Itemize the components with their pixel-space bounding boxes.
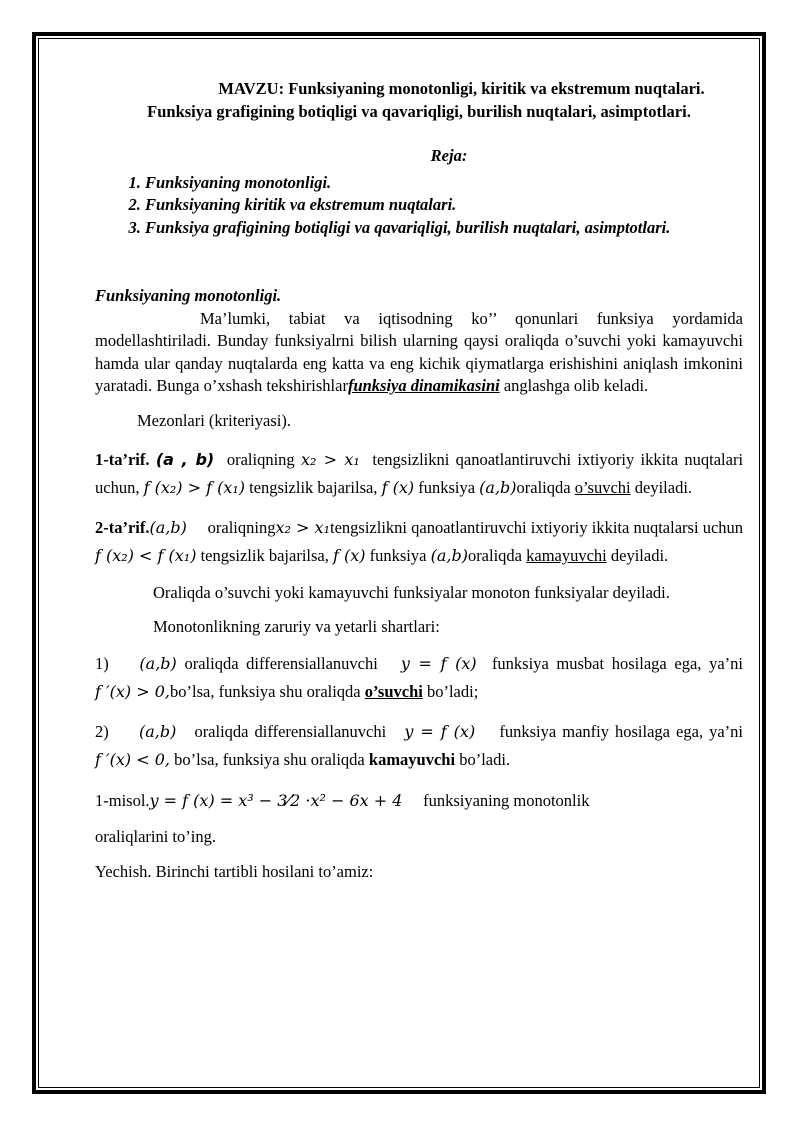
- example-text: funksiyaning monotonlik: [423, 791, 590, 810]
- topic-title: [95, 78, 743, 123]
- cond1-text: funksiya musbat hosilaga ega, ya’ni: [491, 654, 744, 673]
- cond1-derivative: f ′(x) > 0,: [95, 682, 170, 701]
- cond1-function: y = f (x): [400, 654, 477, 673]
- cond1-term: o’suvchi: [364, 682, 423, 701]
- def2-interval: (a,b): [149, 518, 187, 537]
- definition-2: [95, 514, 743, 570]
- example-text-2: oraliqlarini to’ing.: [95, 826, 216, 846]
- intro-emphasis: funksiya dinamikasini: [347, 376, 500, 395]
- criteria-heading: Mezonlari (kriteriyasi).: [137, 410, 291, 430]
- example-label: 1-misol.: [95, 791, 150, 810]
- def2-text: oraliqning: [207, 518, 276, 537]
- cond1-text: oraliqda differensiallanuvchi: [184, 654, 378, 673]
- cond2-number: 2): [95, 722, 109, 741]
- def1-interval-2: (a,b): [479, 478, 517, 497]
- cond2-function: y = f (x): [404, 722, 476, 741]
- def1-text: oraliqning: [226, 450, 295, 469]
- conditions-heading: Monotonlikning zaruriy va yetarli shartlari:: [153, 616, 440, 636]
- def1-function: f (x): [381, 478, 415, 497]
- def1-text-end: deyiladi.: [630, 478, 693, 497]
- def2-text: tengsizlikni qanoatlantiruvchi ixtiyoriy ikkita nuqtalarsi uchun: [330, 518, 744, 537]
- cond2-text: funksiya manfiy hosilaga ega, ya’ni: [499, 722, 744, 741]
- cond1-number: 1): [95, 654, 109, 673]
- def2-label: 2-ta’rif.: [95, 518, 150, 537]
- condition-2: [95, 718, 743, 774]
- plan-heading: Reja:: [430, 146, 468, 165]
- example-formula: y = f (x) = x³ − 3⁄2 ·x² − 6x + 4: [149, 791, 403, 810]
- def1-interval: (a , b): [155, 450, 215, 469]
- def1-inequality: f (x₂) > f (x₁): [143, 478, 246, 497]
- def2-inequality: f (x₂) < f (x₁): [95, 546, 197, 565]
- def2-text-end: deyiladi.: [606, 546, 669, 565]
- cond1-text-end: bo’ladi;: [422, 682, 479, 701]
- condition-1: [95, 650, 743, 706]
- def2-text: tengsizlik bajarilsa,: [200, 546, 329, 565]
- def1-text: tengsizlik bajarilsa,: [249, 478, 378, 497]
- def2-interval-2: (a,b): [430, 546, 468, 565]
- def2-text: oraliqda: [467, 546, 522, 565]
- def2-term: kamayuvchi: [526, 546, 607, 565]
- solution-text: Yechish. Birinchi tartibli hosilani to’amiz:: [95, 862, 374, 881]
- cond2-derivative: f ′(x) < 0,: [95, 750, 170, 769]
- cond2-text: bo’lsa, funksiya shu oraliqda: [174, 750, 365, 769]
- def2-text: funksiya: [369, 546, 427, 565]
- cond1-interval: (a,b): [139, 654, 177, 673]
- def1-text: tengsizlikni qanoatlantiruvchi ixtiyoriy ikkita nuqtalari uchun,: [95, 450, 744, 497]
- title-line-2: Funksiya grafigining botiqligi va qavariqligi, burilish nuqtalari, asimptotlari.: [147, 101, 691, 121]
- section-heading: Funksiyaning monotonligi.: [95, 286, 282, 305]
- cond2-interval: (a,b): [138, 722, 177, 741]
- cond2-text: oraliqda differensiallanuvchi: [194, 722, 387, 741]
- definition-1: [95, 446, 743, 502]
- def2-function: f (x): [332, 546, 366, 565]
- def1-text: funksiya: [418, 478, 476, 497]
- def1-label: 1-ta’rif.: [95, 450, 150, 469]
- plan-item: 2. Funksiyaning kiritik va ekstremum nuqtalari.: [145, 194, 743, 217]
- intro-text: Ma’lumki, tabiat va iqtisodning ko’’ qonunlari funksiya yordamida modellashtiriladi. Bunday funksiyalrni bilish ularning qaysi oraliqda o’suvchi yoki kamayuvchi hamda ular qanday nuqtalarda eng katta va eng kichik qiymatlarga erishishini aniqlash imkonini yaratadi. Bunga o’xshash tekshirishlar: [95, 308, 743, 395]
- example-1: [95, 790, 743, 813]
- def1-term: o’suvchi: [574, 478, 631, 497]
- cond1-text: bo’lsa, funksiya shu oraliqda: [170, 682, 361, 701]
- def1-condition: x₂ > x₁: [300, 450, 360, 469]
- plan-item: 1. Funksiyaning monotonligi.: [145, 172, 743, 195]
- def2-condition: x₂ > x₁: [275, 518, 330, 537]
- monotone-note: Oraliqda o’suvchi yoki kamayuvchi funksiyalar monoton funksiyalar deyiladi.: [153, 583, 670, 602]
- document-body: [95, 78, 743, 884]
- plan-item: 3. Funksiya grafigining botiqligi va qavariqligi, burilish nuqtalari, asimptotlari.: [145, 217, 743, 240]
- cond2-text-end: bo’ladi.: [455, 750, 511, 769]
- def1-text: oraliqda: [516, 478, 571, 497]
- cond2-term: kamayuvchi: [368, 750, 456, 769]
- plan-list: [95, 172, 743, 240]
- title-line-1: MAVZU: Funksiyaning monotonligi, kiritik va ekstremum nuqtalari.: [218, 79, 705, 98]
- intro-paragraph: [95, 308, 743, 398]
- intro-text-end: anglashga olib keladi.: [499, 376, 649, 395]
